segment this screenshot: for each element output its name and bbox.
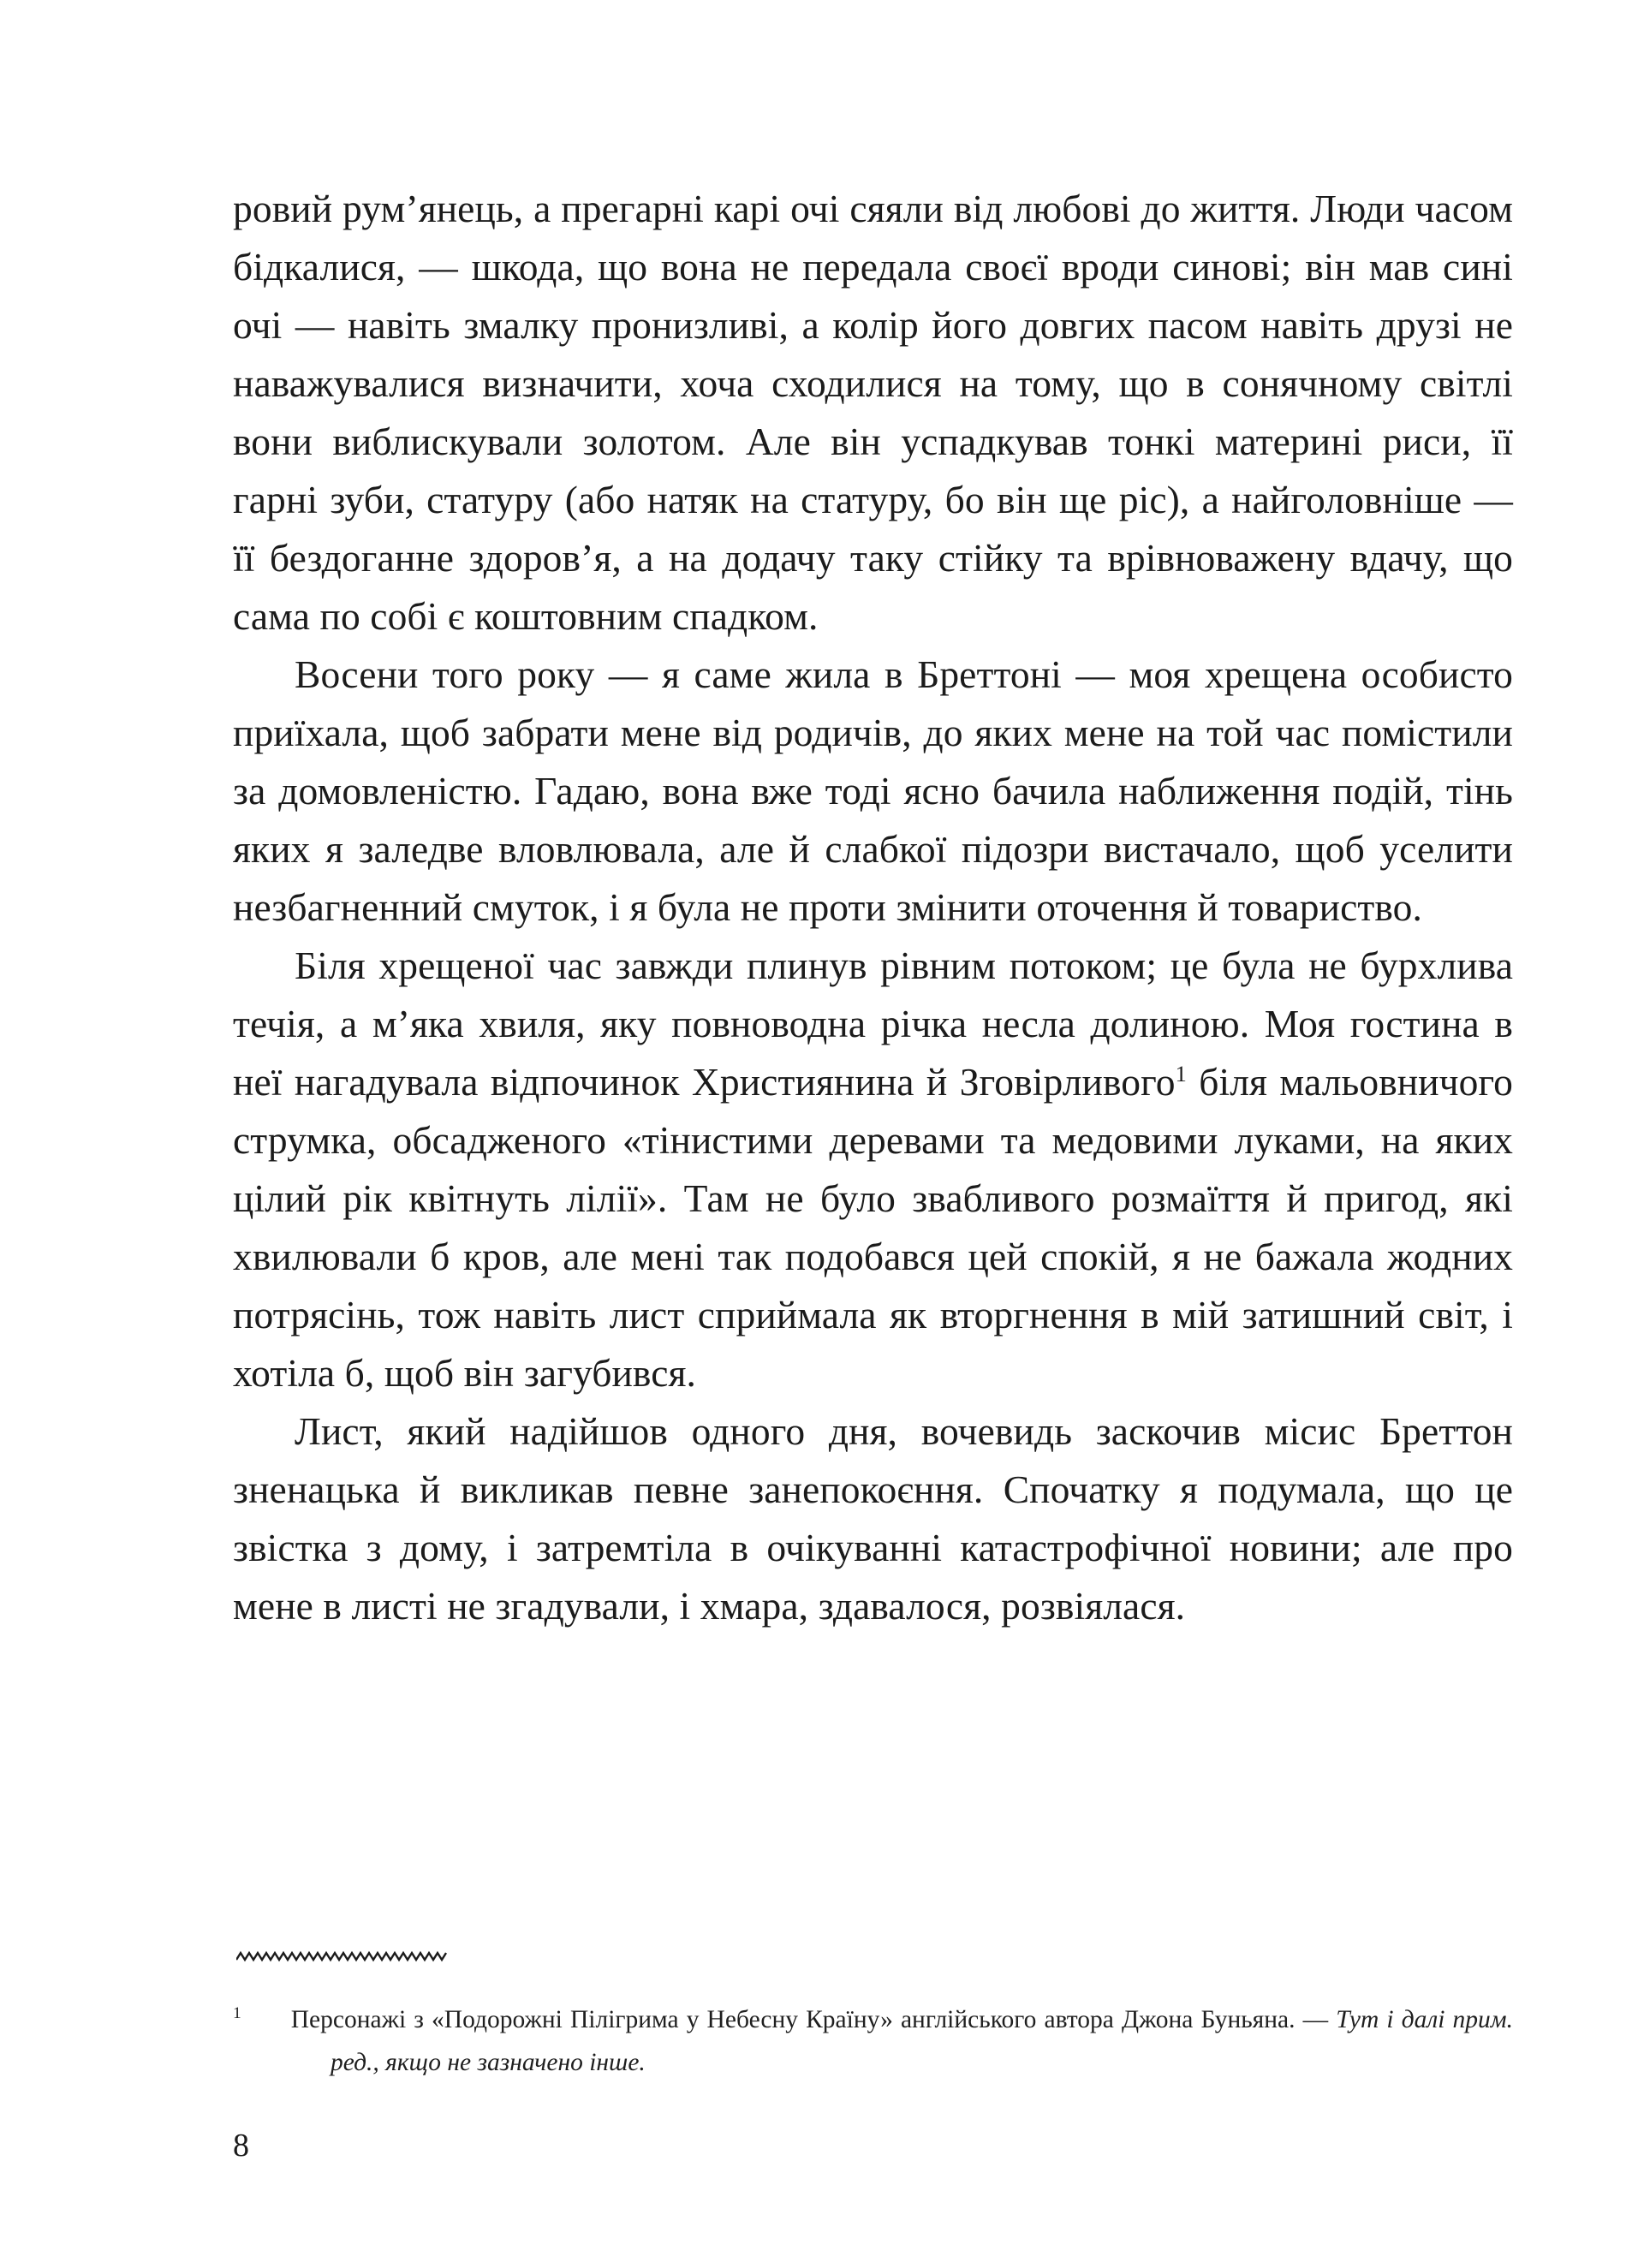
paragraph-continued: ровий рум’янець, а прегарні карі очі сяяли від любові до життя. Люди часом бідкалися, — шкода, що вона не передала своєї вроди синові; він мав сині очі — навіть змалку пронизливі, а колір його довгих пасом навіть друзі не наважувалися визначити, хоча сходилися на тому, що в сонячному світлі вони виблискували золотом. Але він успадкував тонкі материні риси, її гарні зуби, статуру (або натяк на статуру, бо він ще ріс), а найголовніше — її бездоганне здоров’я, а на додачу таку стійку та врівноважену вдачу, що сама по собі є коштовним спадком. bbox=[233, 187, 1513, 638]
footnote-marker: 1 bbox=[233, 2004, 241, 2023]
page-number: 8 bbox=[233, 2128, 250, 2164]
footnote-item bbox=[233, 1998, 1513, 2084]
paragraph-godmother-after-ref: біля мальовничого струмка, обсадженого «тінистими деревами та медовими луками, на яких цілий рік квітнуть лілії». Там не було звабливого розмаїття й пригод, які хвилювали б кров, але мені так подобався цей спокій, я не бажала жодних потрясінь, тож навіть лист сприймала як вторгнення в мій затишний світ, і хотіла б, щоб він загубився. bbox=[233, 1060, 1513, 1395]
footnote-text-roman: Персонажі з «Подорожні Пілігрима у Небесну Країну» англійського автора Джона Буньяна. — bbox=[290, 2006, 1337, 2033]
paragraph-godmother-before-ref: Біля хрещеної час завжди плинув рівним потоком; це була не бурхлива течія, а м’яка хвиля, яку повноводна річка несла долиною. Моя гостина в неї нагадувала відпочинок Християнина й Зговірливого bbox=[233, 944, 1513, 1104]
paragraph-godmother bbox=[233, 937, 1513, 1402]
paragraph-letter: Лист, який надійшов одного дня, вочевидь заскочив місис Бреттон зненацька й викликав певне занепокоєння. Спочатку я подумала, що це звістка з дому, і затремтіла в очікуванні катастрофічної новини; але про мене в листі не згадували, і хмара, здавалося, розвіялася. bbox=[233, 1409, 1513, 1628]
wavy-divider-icon bbox=[236, 1949, 447, 1967]
footnote-text-italic: Тут і далі прим. ред., якщо не зазначено інше. bbox=[331, 2006, 1513, 2076]
footnote-area bbox=[233, 1949, 1513, 2084]
paragraph-autumn: Восени того року — я саме жила в Бреттоні — моя хрещена особисто приїхала, щоб забрати мене від родичів, до яких мене на той час помістили за домовленістю. Гадаю, вона вже тоді ясно бачила наближення подій, тінь яких я заледве вловлювала, але й слабкої підозри вистачало, щоб уселити незбагненний смуток, і я була не проти змінити оточення й товариство. bbox=[233, 652, 1513, 929]
footnote-reference-1[interactable]: 1 bbox=[1175, 1060, 1187, 1086]
body-text-block bbox=[233, 180, 1513, 1635]
page-body bbox=[233, 180, 1513, 1635]
